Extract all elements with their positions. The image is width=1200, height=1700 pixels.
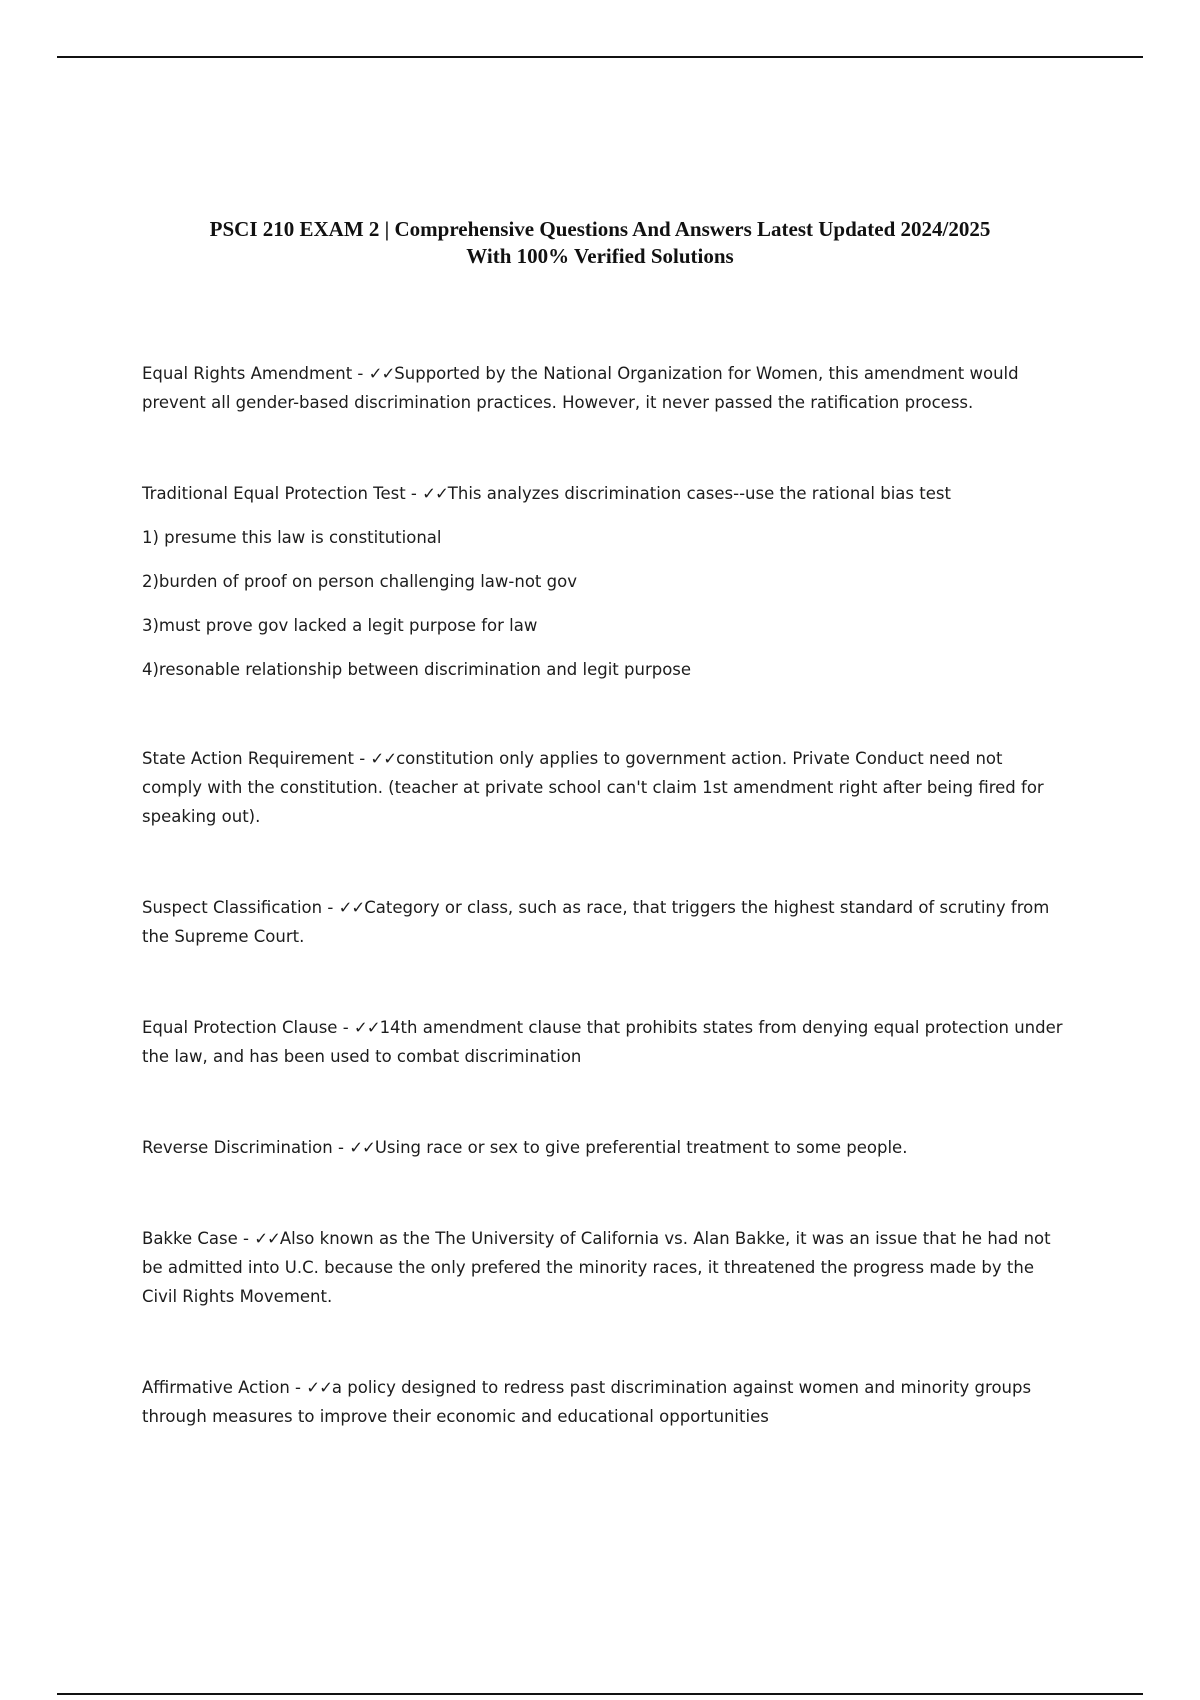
definition: Supported by the National Organization for Women, this amendment would prevent all gender-based discrimination practices. However, it never passed the ratification process.: [142, 364, 1019, 412]
sub-item: 2)burden of proof on person challenging law-not gov: [142, 572, 577, 591]
check-marks-icon: ✓✓: [370, 749, 397, 768]
document-title: [100, 216, 1100, 270]
term: Equal Rights Amendment: [142, 364, 353, 383]
separator: -: [237, 1229, 255, 1248]
title-line-1: PSCI 210 EXAM 2 | Comprehensive Questions And Answers Latest Updated 2024/2025: [209, 217, 991, 241]
top-divider: [57, 56, 1143, 58]
qa-entry-suspect-classification: [142, 893, 1067, 951]
definition: Using race or sex to give preferential treatment to some people.: [374, 1138, 908, 1157]
term: Traditional Equal Protection Test: [142, 484, 406, 503]
check-marks-icon: ✓✓: [368, 364, 395, 383]
separator: -: [322, 898, 339, 917]
qa-entry-equal-rights-amendment: [142, 359, 1067, 417]
qa-entry-traditional-equal-protection-test: [142, 479, 1067, 684]
check-marks-icon: ✓✓: [349, 1138, 375, 1157]
qa-list: [142, 359, 1067, 1431]
definition: 14th amendment clause that prohibits states from denying equal protection under the law, and has been used to combat discrimination: [142, 1018, 1063, 1066]
qa-entry-reverse-discrimination: [142, 1133, 1067, 1162]
term: Affirmative Action: [142, 1378, 290, 1397]
separator: -: [353, 749, 371, 768]
qa-entry-equal-protection-clause: [142, 1013, 1067, 1071]
separator: -: [337, 1018, 354, 1037]
term: Suspect Classification: [142, 898, 323, 917]
sub-item: 3)must prove gov lacked a legit purpose for law: [142, 616, 538, 635]
definition: constitution only applies to government action. Private Conduct need not comply with the constitution. (teacher at private school can't claim 1st amendment right after being fired for speaking out).: [142, 749, 1044, 826]
definition: Category or class, such as race, that triggers the highest standard of scrutiny from the Supreme Court.: [142, 898, 1050, 946]
term: Reverse Discrimination: [142, 1138, 333, 1157]
term: Bakke Case: [142, 1229, 238, 1248]
sub-item: 4)resonable relationship between discrimination and legit purpose: [142, 660, 692, 679]
sub-item: 1) presume this law is constitutional: [142, 528, 442, 547]
check-marks-icon: ✓✓: [338, 898, 365, 917]
definition: Also known as the The University of California vs. Alan Bakke, it was an issue that he had not be admitted into U.C. because the only prefered the minority races, it threatened the progress made by the Civil Rights Movement.: [142, 1229, 1051, 1306]
check-marks-icon: ✓✓: [422, 484, 448, 503]
separator: -: [332, 1138, 350, 1157]
bottom-divider: [57, 1693, 1143, 1695]
term: State Action Requirement: [142, 749, 354, 768]
title-line-2: With 100% Verified Solutions: [466, 244, 734, 268]
separator: -: [405, 484, 423, 503]
qa-entry-affirmative-action: [142, 1373, 1067, 1431]
separator: -: [289, 1378, 307, 1397]
qa-entry-bakke-case: [142, 1224, 1067, 1311]
check-marks-icon: ✓✓: [353, 1018, 380, 1037]
definition: This analyzes discrimination cases--use the rational bias test: [447, 484, 951, 503]
check-marks-icon: ✓✓: [306, 1378, 332, 1397]
definition: a policy designed to redress past discrimination against women and minority groups through measures to improve their economic and educational opportunities: [142, 1378, 1032, 1426]
term: Equal Protection Clause: [142, 1018, 338, 1037]
check-marks-icon: ✓✓: [254, 1229, 280, 1248]
separator: -: [352, 364, 369, 383]
qa-entry-state-action-requirement: [142, 744, 1067, 831]
